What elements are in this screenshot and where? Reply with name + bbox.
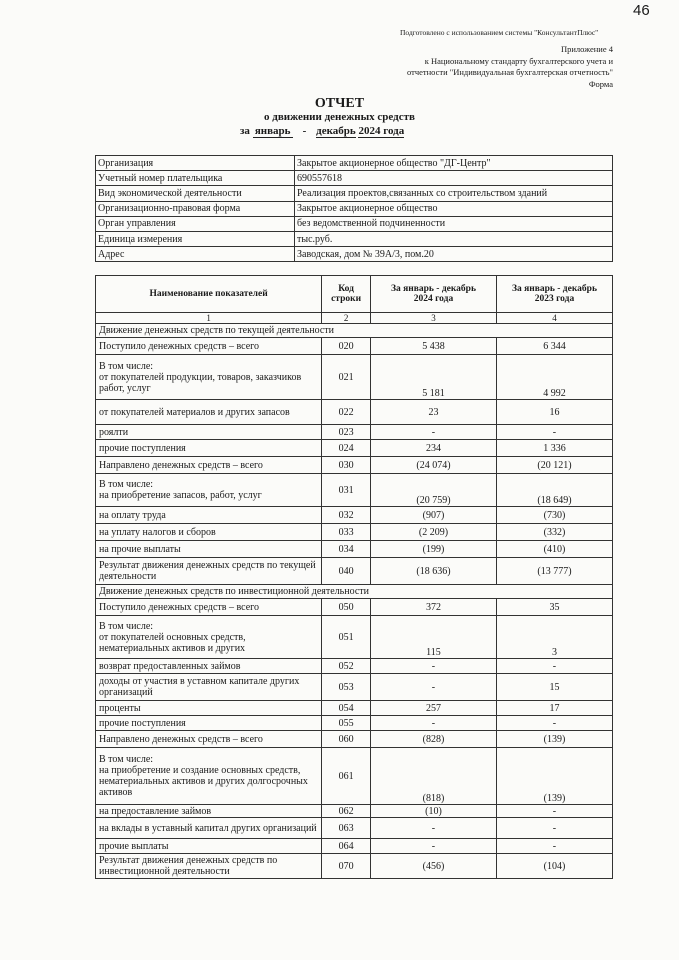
row-previous-value: (20 121) bbox=[496, 457, 612, 474]
row-current-value: - bbox=[371, 716, 497, 731]
header-name: Наименование показателей bbox=[96, 276, 322, 313]
row-code: 051 bbox=[322, 616, 371, 659]
row-current-value: (199) bbox=[371, 541, 497, 558]
row-previous-value: (410) bbox=[496, 541, 612, 558]
info-label: Адрес bbox=[96, 247, 295, 262]
table-row bbox=[96, 748, 613, 805]
header-previous-line: 2023 года bbox=[534, 294, 575, 304]
table-header-row bbox=[96, 276, 613, 313]
row-previous-value: 15 bbox=[496, 674, 612, 701]
row-current-value: 372 bbox=[371, 599, 497, 616]
column-number: 2 bbox=[322, 313, 371, 324]
header-previous-line: За январь - декабрь bbox=[511, 284, 597, 294]
row-current-value: (18 636) bbox=[371, 558, 497, 585]
row-current-value: 5 438 bbox=[371, 338, 497, 355]
row-name-text: на уплату налогов и сборов bbox=[99, 526, 216, 538]
info-value: тыс.руб. bbox=[295, 231, 613, 246]
table-row bbox=[96, 440, 613, 457]
row-name bbox=[96, 400, 322, 425]
row-previous-value: 3 bbox=[496, 616, 612, 659]
table-row bbox=[96, 457, 613, 474]
info-value: Закрытое акционерное общество bbox=[295, 201, 613, 216]
row-current-value: 234 bbox=[371, 440, 497, 457]
section-title: Движение денежных средств по инвестиционной деятельности bbox=[96, 585, 613, 599]
table-row bbox=[96, 731, 613, 748]
row-current-value: 257 bbox=[371, 701, 497, 716]
row-name bbox=[96, 558, 322, 585]
info-value: Заводская, дом № 39А/3, пом.20 bbox=[295, 247, 613, 262]
info-row bbox=[96, 201, 613, 216]
row-current-value: (20 759) bbox=[371, 474, 497, 507]
page-number: 46 bbox=[633, 2, 650, 19]
row-name-text: прочие выплаты bbox=[99, 840, 169, 852]
row-name bbox=[96, 701, 322, 716]
row-name bbox=[96, 674, 322, 701]
info-row bbox=[96, 186, 613, 201]
table-row bbox=[96, 659, 613, 674]
row-name bbox=[96, 818, 322, 839]
header-previous-period bbox=[496, 276, 612, 313]
row-current-value: - bbox=[371, 425, 497, 440]
row-previous-value: 4 992 bbox=[496, 355, 612, 400]
row-code: 031 bbox=[322, 474, 371, 507]
row-code: 061 bbox=[322, 748, 371, 805]
row-name-text: Результат движения денежных средств по инвестиционной деятельности bbox=[99, 855, 278, 877]
row-name bbox=[96, 599, 322, 616]
info-label: Орган управления bbox=[96, 216, 295, 231]
table-row bbox=[96, 541, 613, 558]
row-current-value: (10) bbox=[371, 805, 497, 818]
row-name bbox=[96, 507, 322, 524]
row-code: 070 bbox=[322, 854, 371, 879]
table-row bbox=[96, 716, 613, 731]
organization-info-table bbox=[95, 155, 613, 262]
info-label: Учетный номер плательщика bbox=[96, 171, 295, 186]
row-name bbox=[96, 731, 322, 748]
period-prefix: за bbox=[240, 125, 250, 137]
row-code: 033 bbox=[322, 524, 371, 541]
section-title: Движение денежных средств по текущей деятельности bbox=[96, 324, 613, 338]
row-previous-value: (332) bbox=[496, 524, 612, 541]
column-number: 1 bbox=[96, 313, 322, 324]
row-code: 054 bbox=[322, 701, 371, 716]
row-current-value: - bbox=[371, 659, 497, 674]
header-code-line: строки bbox=[331, 294, 362, 304]
header-code-line: Код bbox=[338, 284, 354, 294]
row-code: 053 bbox=[322, 674, 371, 701]
row-name-text: Направлено денежных средств – всего bbox=[99, 733, 263, 745]
row-code: 030 bbox=[322, 457, 371, 474]
info-row bbox=[96, 216, 613, 231]
cash-flow-table bbox=[95, 275, 613, 879]
row-name-text: прочие поступления bbox=[99, 442, 186, 454]
row-current-value: - bbox=[371, 818, 497, 839]
row-current-value: - bbox=[371, 839, 497, 854]
row-name-text: на оплату труда bbox=[99, 509, 166, 521]
info-value: Закрытое акционерное общество "ДГ-Центр" bbox=[295, 156, 613, 171]
row-previous-value: 17 bbox=[496, 701, 612, 716]
period-dash: - bbox=[302, 125, 307, 137]
row-name-text: на предоставление займов bbox=[99, 805, 212, 817]
column-number: 3 bbox=[371, 313, 497, 324]
row-name bbox=[96, 839, 322, 854]
table-row bbox=[96, 524, 613, 541]
row-code: 023 bbox=[322, 425, 371, 440]
header-current-line: За январь - декабрь bbox=[390, 284, 476, 294]
row-code: 052 bbox=[322, 659, 371, 674]
row-previous-value: - bbox=[496, 716, 612, 731]
row-name-text: Поступило денежных средств – всего bbox=[99, 340, 260, 352]
row-name bbox=[96, 541, 322, 558]
row-name-text: на вклады в уставный капитал других организаций bbox=[99, 822, 317, 834]
annex-line: Форма bbox=[588, 78, 613, 89]
row-name bbox=[96, 716, 322, 731]
table-row bbox=[96, 854, 613, 879]
row-current-value: 23 bbox=[371, 400, 497, 425]
info-label: Единица измерения bbox=[96, 231, 295, 246]
section-header-row bbox=[96, 585, 613, 599]
row-name-text: В том числе: bbox=[99, 620, 154, 632]
row-subname-text: на приобретение и создание основных средств, нематериальных активов и других долгосрочных активов bbox=[99, 765, 308, 798]
table-row bbox=[96, 400, 613, 425]
row-subname-text: от покупателей основных средств, нематериальных активов и других bbox=[99, 631, 246, 654]
row-current-value: (456) bbox=[371, 854, 497, 879]
row-previous-value: (139) bbox=[496, 748, 612, 805]
info-row bbox=[96, 231, 613, 246]
row-name bbox=[96, 457, 322, 474]
row-name-text: прочие поступления bbox=[99, 717, 186, 729]
row-previous-value: - bbox=[496, 425, 612, 440]
column-number-row bbox=[96, 313, 613, 324]
row-name bbox=[96, 616, 322, 659]
row-previous-value: (18 649) bbox=[496, 474, 612, 507]
period-year: 2024 года bbox=[358, 125, 405, 137]
row-name bbox=[96, 425, 322, 440]
row-name-text: возврат предоставленных займов bbox=[99, 660, 241, 672]
table-row bbox=[96, 355, 613, 400]
row-name-text: В том числе: bbox=[99, 479, 154, 490]
info-row bbox=[96, 247, 613, 262]
row-code: 062 bbox=[322, 805, 371, 818]
row-previous-value: (139) bbox=[496, 731, 612, 748]
row-code: 063 bbox=[322, 818, 371, 839]
row-current-value: (907) bbox=[371, 507, 497, 524]
row-name-text: от покупателей материалов и других запасов bbox=[99, 406, 290, 418]
document-title: ОТЧЕТ bbox=[314, 96, 365, 111]
row-current-value: (828) bbox=[371, 731, 497, 748]
row-previous-value: 16 bbox=[496, 400, 612, 425]
header-code bbox=[322, 276, 371, 313]
row-current-value: (24 074) bbox=[371, 457, 497, 474]
row-name bbox=[96, 659, 322, 674]
info-label: Организация bbox=[96, 156, 295, 171]
row-name-text: роялти bbox=[99, 426, 129, 438]
report-period bbox=[240, 125, 404, 138]
row-code: 050 bbox=[322, 599, 371, 616]
table-row bbox=[96, 839, 613, 854]
row-current-value: - bbox=[371, 674, 497, 701]
row-code: 032 bbox=[322, 507, 371, 524]
period-from: январь bbox=[253, 125, 293, 138]
row-name bbox=[96, 440, 322, 457]
row-previous-value: 6 344 bbox=[496, 338, 612, 355]
document-subtitle: о движении денежных средств bbox=[264, 111, 415, 123]
row-code: 064 bbox=[322, 839, 371, 854]
table-row bbox=[96, 474, 613, 507]
period-to: декабрь bbox=[316, 125, 356, 137]
row-current-value: 115 bbox=[371, 616, 497, 659]
row-code: 034 bbox=[322, 541, 371, 558]
info-value: Реализация проектов,связанных со строительством зданий bbox=[295, 186, 613, 201]
table-row bbox=[96, 599, 613, 616]
row-code: 020 bbox=[322, 338, 371, 355]
row-current-value: (2 209) bbox=[371, 524, 497, 541]
row-name-text: В том числе: bbox=[99, 754, 154, 765]
row-name bbox=[96, 338, 322, 355]
row-subname-text: от покупателей продукции, товаров, заказчиков работ, услуг bbox=[99, 371, 302, 394]
table-row bbox=[96, 701, 613, 716]
row-name-text: Результат движения денежных средств по текущей деятельности bbox=[99, 560, 316, 582]
row-previous-value: - bbox=[496, 659, 612, 674]
row-previous-value: (104) bbox=[496, 854, 612, 879]
row-name bbox=[96, 474, 322, 507]
row-name bbox=[96, 748, 322, 805]
row-previous-value: (13 777) bbox=[496, 558, 612, 585]
info-label: Организационно-правовая форма bbox=[96, 201, 295, 216]
row-name-text: Поступило денежных средств – всего bbox=[99, 601, 260, 613]
info-row bbox=[96, 156, 613, 171]
annex-line: Приложение 4 bbox=[561, 44, 613, 54]
table-row bbox=[96, 805, 613, 818]
row-name-text: на прочие выплаты bbox=[99, 543, 181, 555]
row-previous-value: (730) bbox=[496, 507, 612, 524]
info-label: Вид экономической деятельности bbox=[96, 186, 295, 201]
info-value: 690557618 bbox=[295, 171, 613, 186]
info-value: без ведомственной подчиненности bbox=[295, 216, 613, 231]
row-current-value: (818) bbox=[371, 748, 497, 805]
header-current-line: 2024 года bbox=[413, 294, 454, 304]
row-name-text: проценты bbox=[99, 702, 141, 714]
table-row bbox=[96, 616, 613, 659]
table-row bbox=[96, 507, 613, 524]
row-previous-value: - bbox=[496, 805, 612, 818]
table-row bbox=[96, 674, 613, 701]
row-current-value: 5 181 bbox=[371, 355, 497, 400]
annex-line: отчетности "Индивидуальная бухгалтерская отчетность" bbox=[406, 67, 613, 77]
row-code: 024 bbox=[322, 440, 371, 457]
row-name-text: В том числе: bbox=[99, 360, 154, 372]
row-name bbox=[96, 524, 322, 541]
section-header-row bbox=[96, 324, 613, 338]
row-previous-value: 35 bbox=[496, 599, 612, 616]
table-row bbox=[96, 818, 613, 839]
row-name bbox=[96, 805, 322, 818]
row-previous-value: - bbox=[496, 839, 612, 854]
row-code: 040 bbox=[322, 558, 371, 585]
row-previous-value: - bbox=[496, 818, 612, 839]
row-code: 055 bbox=[322, 716, 371, 731]
table-row bbox=[96, 425, 613, 440]
row-name bbox=[96, 355, 322, 400]
row-subname-text: на приобретение запасов, работ, услуг bbox=[99, 490, 262, 501]
row-code: 060 bbox=[322, 731, 371, 748]
table-row bbox=[96, 338, 613, 355]
row-name-text: Направлено денежных средств – всего bbox=[99, 459, 263, 471]
annex-line: к Национальному стандарту бухгалтерского учета и bbox=[424, 55, 613, 66]
row-code: 022 bbox=[322, 400, 371, 425]
column-number: 4 bbox=[496, 313, 612, 324]
prepared-note: Подготовлено с использованием системы "КонсультантПлюс" bbox=[400, 28, 599, 37]
row-code: 021 bbox=[322, 355, 371, 400]
row-name-text: доходы от участия в уставном капитале других организаций bbox=[99, 676, 300, 698]
info-row bbox=[96, 171, 613, 186]
header-current-period bbox=[371, 276, 497, 313]
row-previous-value: 1 336 bbox=[496, 440, 612, 457]
table-row bbox=[96, 558, 613, 585]
row-name bbox=[96, 854, 322, 879]
annex-block bbox=[407, 44, 613, 90]
